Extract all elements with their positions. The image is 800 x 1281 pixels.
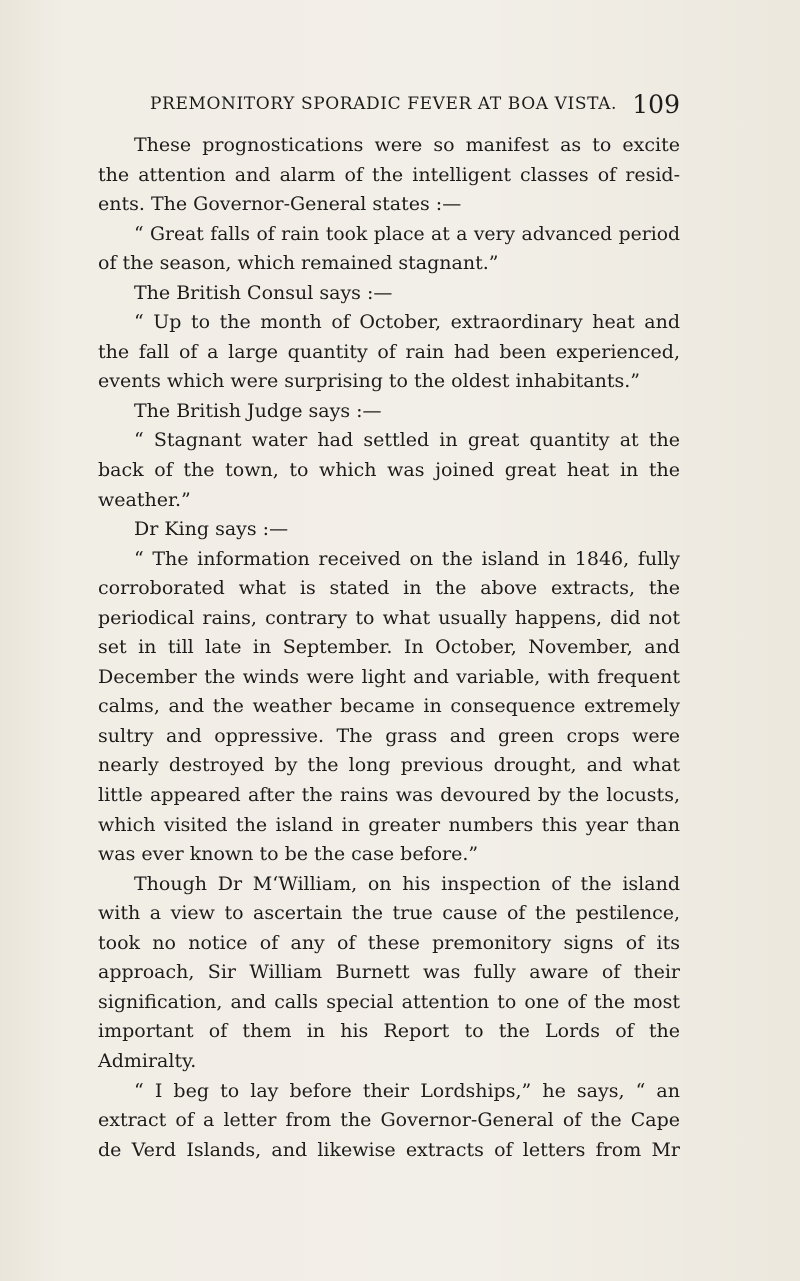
text-line: calms, and the weather became in consequence extremely xyxy=(98,695,680,718)
body-text xyxy=(98,131,680,1165)
text-line: “ Up to the month of October, extraordinary heat and xyxy=(134,311,680,334)
text-line: corroborated what is stated in the above extracts, the xyxy=(98,577,680,600)
text-line: “ The information received on the island in 1846, fully xyxy=(134,547,680,570)
text-line: Though Dr M‘William, on his inspection of the island xyxy=(134,872,680,895)
text-line: took no notice of any of these premonitory signs of its xyxy=(98,931,680,954)
text-line: which visited the island in greater numbers this year than xyxy=(98,813,680,836)
text-line: signification, and calls special attention to one of the most xyxy=(98,990,680,1013)
running-title: PREMONITORY SPORADIC FEVER AT BOA VISTA. xyxy=(150,94,617,114)
text-line: back of the town, to which was joined great heat in the xyxy=(98,459,680,482)
text-line: de Verd Islands, and likewise extracts of letters from Mr xyxy=(98,1138,680,1161)
text-line: ents. The Governor-General states :— xyxy=(98,193,462,216)
text-line: periodical rains, contrary to what usually happens, did not xyxy=(98,606,680,629)
running-head xyxy=(150,90,680,126)
text-line: December the winds were light and variable, with frequent xyxy=(98,665,680,688)
text-line: sultry and oppressive. The grass and green crops were xyxy=(98,724,680,747)
text-line: events which were surprising to the oldest inhabitants.” xyxy=(98,370,640,393)
text-line: the attention and alarm of the intelligent classes of resid- xyxy=(98,163,680,186)
text-line: the fall of a large quantity of rain had been experienced, xyxy=(98,340,680,363)
text-line: The British Judge says :— xyxy=(134,399,382,422)
text-line: extract of a letter from the Governor-General of the Cape xyxy=(98,1109,680,1132)
text-line: These prognostications were so manifest as to excite xyxy=(134,134,680,156)
text-line: weather.” xyxy=(98,488,191,511)
text-line: Admiralty. xyxy=(98,1049,197,1072)
text-line: little appeared after the rains was devoured by the locusts, xyxy=(98,784,680,807)
text-line: The British Consul says :— xyxy=(134,281,393,304)
text-line: Dr King says :— xyxy=(134,518,289,541)
page-number: 109 xyxy=(632,90,680,119)
text-line: “ Great falls of rain took place at a very advanced period xyxy=(134,223,680,245)
text-line: approach, Sir William Burnett was fully aware of their xyxy=(98,961,680,984)
text-line: nearly destroyed by the long previous drought, and what xyxy=(98,754,680,777)
text-line: important of them in his Report to the Lords of the xyxy=(98,1020,680,1043)
text-line: was ever known to be the case before.” xyxy=(98,843,479,866)
text-line: of the season, which remained stagnant.” xyxy=(98,252,499,275)
text-line: “ Stagnant water had settled in great quantity at the xyxy=(134,429,680,452)
text-line: with a view to ascertain the true cause of the pestilence, xyxy=(98,902,680,925)
text-line: set in till late in September. In October, November, and xyxy=(98,636,680,659)
text-line: “ I beg to lay before their Lordships,” he says, “ an xyxy=(134,1079,680,1102)
